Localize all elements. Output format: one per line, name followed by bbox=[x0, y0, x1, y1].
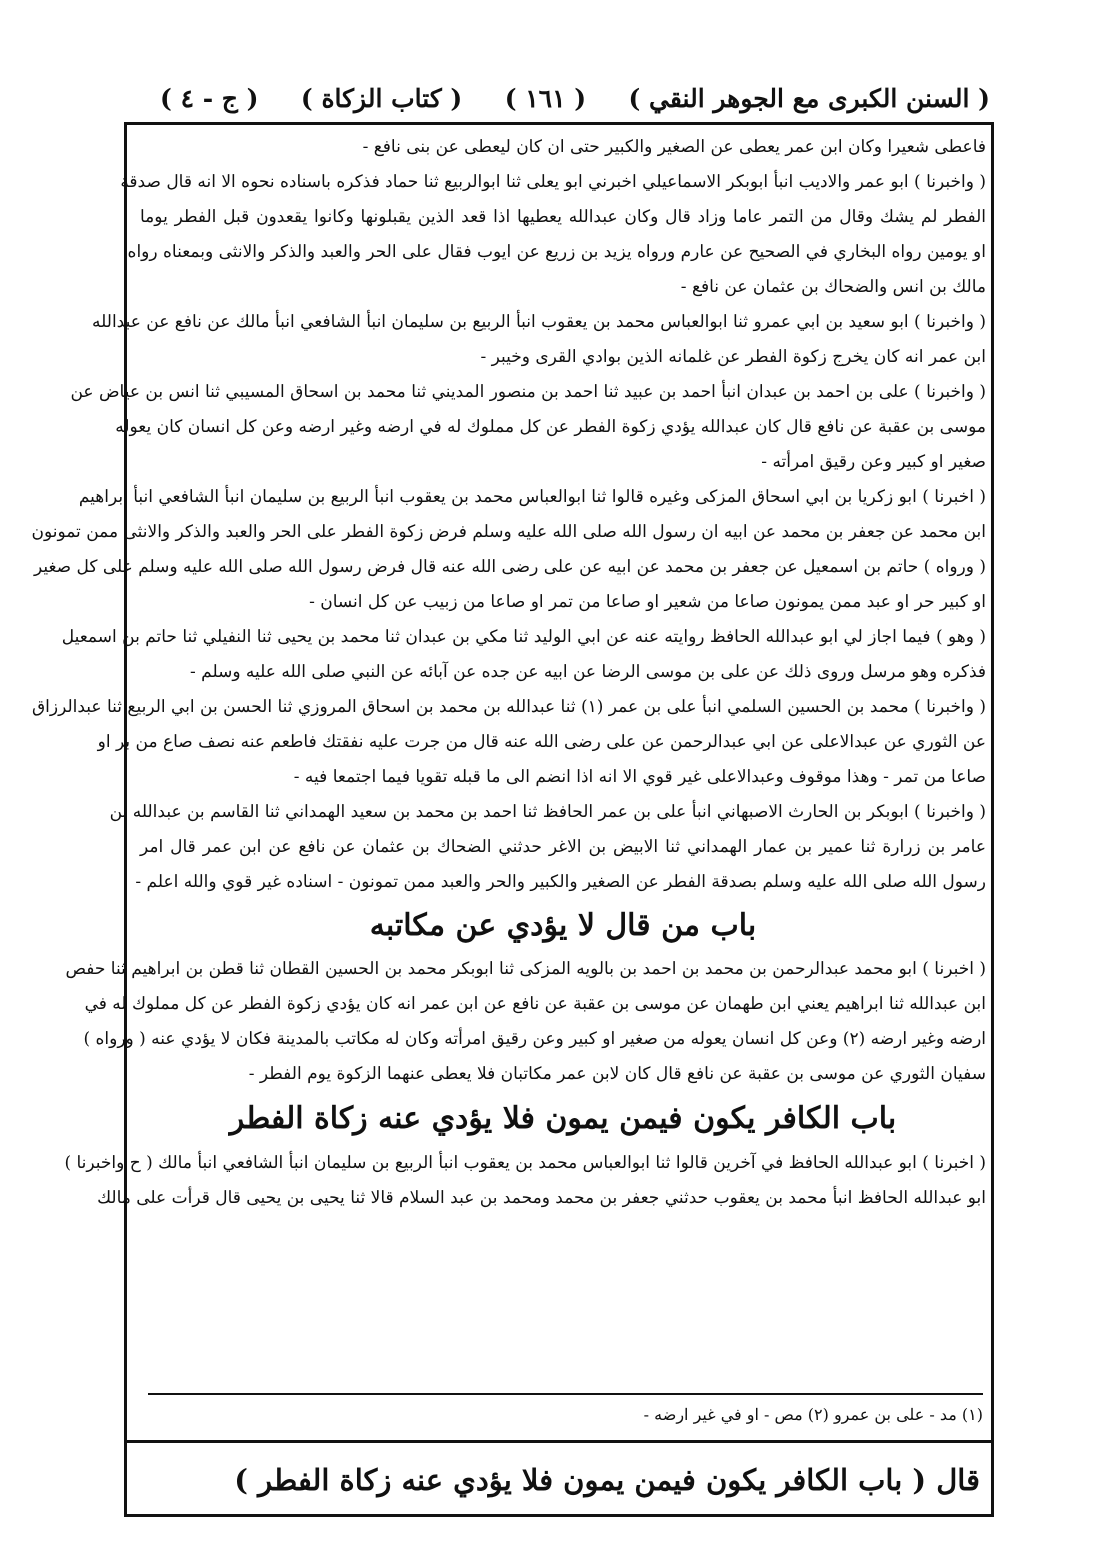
page-content bbox=[31, 130, 986, 1380]
text-line: ( واخبرنا ) ابو سعيد بن ابي عمرو ثنا ابوالعباس محمد بن يعقوب انبأ الربيع بن سليمان انبأ الشافعي انبأ مالك عن نافع عن عبدالله bbox=[92, 312, 986, 332]
text-line: موسى بن عقبة عن نافع قال كان عبدالله يؤدي زكوة الفطر عن كل مملوك له في ارضه وغير ارضه وعن كل انسان كان يعوله bbox=[115, 417, 986, 437]
header-volume: ( ج - ٤ ) bbox=[160, 83, 259, 113]
text-line: صاعا من تمر - وهذا موقوف وعبدالاعلى غير قوي الا انه اذا انضم الى ما قبله تقويا فيما اجتمعا فيه - bbox=[293, 767, 986, 787]
text-line: صغير او كبير وعن رقيق امرأته - bbox=[761, 452, 986, 472]
text-line: ( اخبرنا ) ابو زكريا بن ابي اسحاق المزكى وغيره قالوا ثنا ابوالعباس محمد بن يعقوب انبأ الربيع بن سليمان انبأ الشافعي انبأ ابراهيم bbox=[78, 487, 986, 507]
text-line: رسول الله صلى الله عليه وسلم بصدقة الفطر عن الصغير والكبير والحر والعبد ممن تمونون - اسناده غير قوي والله اعلم - bbox=[135, 872, 986, 892]
text-line: فاعطى شعيرا وكان ابن عمر يعطى عن الصغير والكبير حتى ان كان ليعطى عن بنى نافع - bbox=[362, 137, 986, 157]
text-line: ابن عبدالله ثنا ابراهيم يعني ابن طهمان عن موسى بن عقبة عن نافع عن ابن عمر انه كان يؤدي زكوة الفطر عن كل مملوك له في bbox=[84, 994, 986, 1014]
text-line: عامر بن زرارة ثنا عمير بن عمار الهمداني ثنا الابيض بن الاغر حدثني الضحاك بن عثمان عن نافع عن ابن عمر قال امر bbox=[140, 837, 986, 857]
header-page-number: ( ١٦١ ) bbox=[504, 83, 587, 113]
text-line: ابو عبدالله الحافظ انبأ محمد بن يعقوب حدثني جعفر بن محمد ومحمد بن عبد السلام قالا ثنا يحيى بن يحيى قال قرأت على مالك bbox=[97, 1188, 986, 1208]
footnote: (١) مد - على بن عمرو (٢) مص - او في غير ارضه - bbox=[643, 1405, 983, 1424]
bottom-band-divider bbox=[124, 1440, 994, 1443]
page-header bbox=[160, 76, 990, 120]
section-heading: باب من قال لا يؤدي عن مكاتبه bbox=[369, 908, 757, 943]
text-line: ( وهو ) فيما اجاز لي ابو عبدالله الحافظ روايته عنه عن ابي الوليد ثنا مكي بن عبدان ثنا محمد بن يحيى ثنا النفيلي ثنا حاتم بن اسمعيل bbox=[61, 627, 986, 647]
text-line: ( واخبرنا ) ابوبكر بن الحارث الاصبهاني انبأ على بن عمر الحافظ ثنا احمد بن محمد بن سعيد الهمداني ثنا القاسم بن عبدالله بن bbox=[109, 802, 986, 822]
footnote-divider bbox=[148, 1393, 983, 1395]
header-chapter: ( كتاب الزكاة ) bbox=[300, 83, 463, 113]
text-line: ابن محمد عن جعفر بن محمد عن ابيه ان رسول الله صلى الله عليه وسلم فرض زكوة الفطر على الحر والعبد والذكر والانثى ممن تمونون bbox=[31, 522, 986, 542]
text-line: او يومين رواه البخاري في الصحيح عن عارم ورواه يزيد بن زريع عن ايوب فقال على الحر والعبد والذكر والانثى وبمعناه رواه bbox=[127, 242, 986, 262]
text-line: عن الثوري عن عبدالاعلى عن ابي عبدالرحمن عن على رضى الله عنه قال من جرت عليه نفقتك فاطعم عنه نصف صاع من بر او bbox=[97, 732, 986, 752]
text-line: الفطر لم يشك وقال من التمر عاما وزاد قال وكان عبدالله يعطيها اذا قعد الذين يقبلونها وكانوا يقعدون قبل الفطر يوما bbox=[140, 207, 986, 227]
text-line: فذكره وهو مرسل وروى ذلك عن على بن موسى الرضا عن ابيه عن جده عن آبائه عن النبي صلى الله عليه وسلم - bbox=[189, 662, 986, 682]
text-line: مالك بن انس والضحاك بن عثمان عن نافع - bbox=[680, 277, 986, 297]
text-line: ( واخبرنا ) محمد بن الحسين السلمي انبأ على بن عمر (١) ثنا عبدالله بن محمد بن اسحاق المروزي ثنا الحسن بن ابي الربيع ثنا عبدالرزاق bbox=[31, 697, 986, 717]
bottom-band-caption: قال ( باب الكافر يكون فيمن يمون فلا يؤدي عنه زكاة الفطر ) bbox=[234, 1463, 980, 1497]
text-line: ( ورواه ) حاتم بن اسمعيل عن جعفر بن محمد عن ابيه عن على رضى الله عنه قال فرض رسول الله صلى الله عليه وسلم على كل صغير bbox=[33, 557, 986, 577]
section-heading: باب الكافر يكون فيمن يمون فلا يؤدي عنه زكاة الفطر bbox=[229, 1101, 897, 1136]
text-line: ( اخبرنا ) ابو عبدالله الحافظ في آخرين قالوا ثنا ابوالعباس محمد بن يعقوب انبأ الربيع بن سليمان انبأ الشافعي انبأ مالك ( ح واخبرنا ) bbox=[64, 1153, 986, 1173]
text-line: ابن عمر انه كان يخرج زكوة الفطر عن غلمانه الذين بوادي القرى وخيبر - bbox=[480, 347, 986, 367]
text-line: سفيان الثوري عن موسى بن عقبة عن نافع قال كان لابن عمر مكاتبان فلا يعطى عنهما الزكوة يوم الفطر - bbox=[248, 1064, 986, 1084]
text-line: ( اخبرنا ) ابو محمد عبدالرحمن بن محمد بن احمد بن بالويه المزكى ثنا ابوبكر محمد بن الحسين القطان ثنا قطن بن ابراهيم ثنا حفص bbox=[65, 959, 986, 979]
text-line: ( واخبرنا ) على بن احمد بن عبدان انبأ احمد بن عبيد ثنا احمد بن منصور المديني ثنا محمد بن اسحاق المسيبي ثنا انس بن عياض عن bbox=[70, 382, 986, 402]
header-book-title: ( السنن الكبرى مع الجوهر النقي ) bbox=[628, 83, 990, 113]
text-line: ( واخبرنا ) ابو عمر والاديب انبأ ابوبكر الاسماعيلي اخبرني ابو يعلى ثنا ابوالربيع ثنا حماد فذكره باسناده نحوه الا انه قال صدقة bbox=[120, 172, 986, 192]
text-line: ارضه وغير ارضه (٢) وعن كل انسان يعوله من صغير او كبير وعن رقيق امرأته وكان له مكاتب بالمدينة فكان لا يؤدي عنه ( ورواه ) bbox=[83, 1029, 986, 1049]
text-line: او كبير حر او عبد ممن يمونون صاعا من شعير او صاعا من تمر او صاعا من زبيب عن كل انسان - bbox=[309, 592, 986, 612]
